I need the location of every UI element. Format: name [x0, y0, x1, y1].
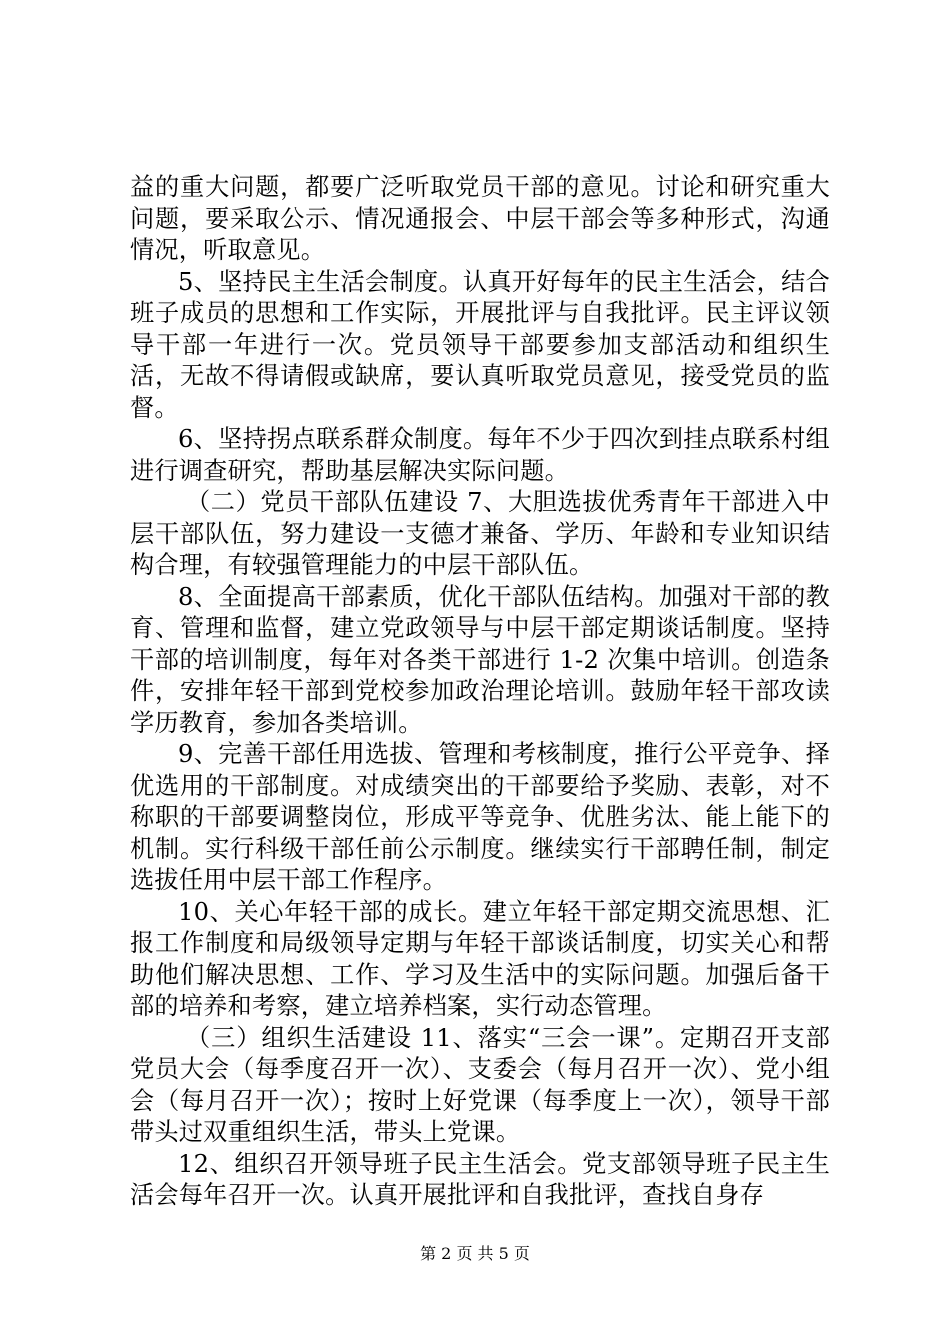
paragraph-item-9: 9、完善干部任用选拔、管理和考核制度，推行公平竞争、择优选用的干部制度。对成绩突出的干部要给予奖励、表彰，对不称职的干部要调整岗位，形成平等竞争、优胜劣汰、能上能下的机制。实行科级干部任前公示制度。继续实行干部聘任制，制定选拔任用中层干部工作程序。: [130, 740, 830, 894]
paragraph-section-2-item-7: （二）党员干部队伍建设 7、大胆选拔优秀青年干部进入中层干部队伍，努力建设一支德才兼备、学历、年龄和专业知识结构合理，有较强管理能力的中层干部队伍。: [130, 488, 830, 579]
paragraph-item-12: 12、组织召开领导班子民主生活会。党支部领导班子民主生活会每年召开一次。认真开展批评和自我批评，查找自身存: [130, 1149, 830, 1209]
paragraph-item-5: 5、坚持民主生活会制度。认真开好每年的民主生活会，结合班子成员的思想和工作实际，开展批评与自我批评。民主评议领导干部一年进行一次。党员领导干部要参加支部活动和组织生活，无故不得请假或缺席，要认真听取党员意见，接受党员的监督。: [130, 267, 830, 422]
document-body: [130, 172, 830, 1212]
paragraph-item-8: 8、全面提高干部素质，优化干部队伍结构。加强对干部的教育、管理和监督，建立党政领导与中层干部定期谈话制度。坚持干部的培训制度，每年对各类干部进行 1-2 次集中培训。创造条件，安排年轻干部到党校参加政治理论培训。鼓励年轻干部攻读学历教育，参加各类培训。: [130, 582, 830, 737]
page-number-footer: 第 2 页 共 5 页: [420, 1244, 530, 1263]
paragraph-item-6: 6、坚持拐点联系群众制度。每年不少于四次到挂点联系村组进行调查研究，帮助基层解决实际问题。: [130, 425, 830, 485]
paragraph-section-3-item-11: （三）组织生活建设 11、落实“三会一课”。定期召开支部党员大会（每季度召开一次）、支委会（每月召开一次）、党小组会（每月召开一次）；按时上好党课（每季度上一次），领导干部带头过双重组织生活，带头上党课。: [130, 1023, 830, 1146]
paragraph-item-10: 10、关心年轻干部的成长。建立年轻干部定期交流思想、汇报工作制度和局级领导定期与年轻干部谈话制度，切实关心和帮助他们解决思想、工作、学习及生活中的实际问题。加强后备干部的培养和考察，建立培养档案，实行动态管理。: [130, 897, 830, 1020]
paragraph-continuation: 益的重大问题，都要广泛听取党员干部的意见。讨论和研究重大问题，要采取公示、情况通报会、中层干部会等多种形式，沟通情况，听取意见。: [130, 173, 830, 264]
